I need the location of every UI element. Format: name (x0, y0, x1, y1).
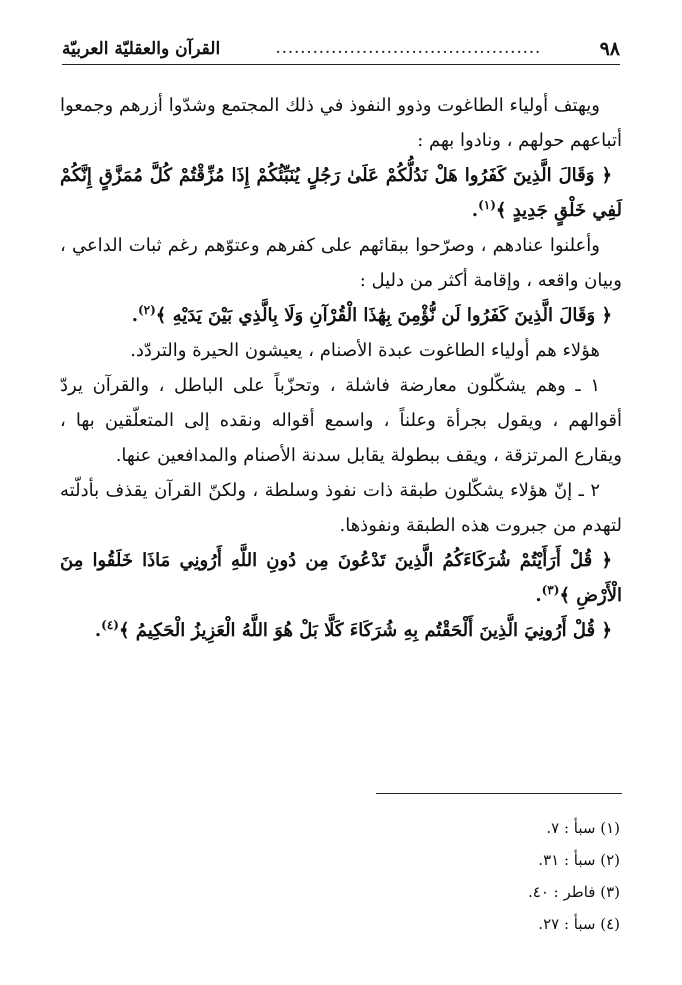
footnote-separator (376, 793, 622, 794)
verse-text: وَقَالَ الَّذِينَ كَفَرُوا لَن نُّؤْمِنَ بِهَٰذَا الْقُرْآنِ وَلَا بِالَّذِي بَيْنَ يَدَيْهِ (172, 305, 596, 326)
footnote-2: (٢) سبأ : ٣١. (538, 851, 620, 869)
verse-text: قُلْ أَرَأَيْتُمْ شُرَكَاءَكُمُ الَّذِينَ تَدْعُونَ مِن دُونِ اللَّهِ أَرُونِي مَاذَا خَلَقُوا مِنَ الْأَرْضِ (60, 550, 622, 606)
footnote-ref-4: (٤) (101, 618, 119, 632)
open-bracket: ﴿ (601, 165, 612, 186)
open-bracket: ﴿ (601, 550, 612, 571)
book-title: القرآن والعقليّة العربيّة (62, 39, 221, 59)
quran-verse-1 (60, 158, 622, 228)
paragraph-2: وأعلنوا عنادهم ، وصرّحوا ببقائهم على كفرهم وعتوّهم رغم ثبات الداعي ، وبيان واقعه ، وإقامة أكثر من دليل : (60, 235, 622, 291)
footnote-ref-3: (٣) (541, 583, 560, 597)
paragraph-5: ٢ ـ إنّ هؤلاء يشكّلون طبقة ذات نفوذ وسلطة ، ولكنّ القرآن يقذف بأدلّته لتهدم من جبروت هذه الطبقة ونفوذها. (60, 480, 622, 536)
close-bracket: ﴾ (495, 200, 507, 221)
period: . (535, 585, 542, 606)
page-number: ٩٨ (599, 38, 620, 60)
paragraph-1: ويهتف أولياء الطاغوت وذوو النفوذ في ذلك المجتمع وشدّوا أزرهم وجمعوا أتباعهم حولهم ، ونادوا بهم : (60, 95, 622, 151)
footnote-1: (١) سبأ : ٧. (546, 819, 620, 837)
period: . (131, 305, 138, 326)
period: . (471, 200, 479, 221)
open-bracket: ﴿ (601, 305, 612, 326)
footnotes (528, 812, 620, 940)
close-bracket: ﴾ (155, 305, 167, 326)
open-bracket: ﴿ (601, 620, 612, 641)
close-bracket: ﴾ (118, 620, 130, 641)
quran-verse-3 (60, 543, 622, 613)
paragraph-3: هؤلاء هم أولياء الطاغوت عبدة الأصنام ، يعيشون الحيرة والتردّد. (130, 340, 600, 361)
period: . (94, 620, 102, 641)
header-dots: ........................................... (276, 42, 542, 56)
footnote-ref-2: (٢) (137, 303, 156, 317)
close-bracket: ﴾ (559, 585, 570, 606)
footnote-4: (٤) سبأ : ٢٧. (538, 915, 620, 933)
quran-verse-4 (60, 613, 622, 648)
page-body (60, 88, 622, 648)
footnote-ref-1: (١) (478, 198, 496, 212)
verse-text: قُلْ أَرُونِيَ الَّذِينَ أَلْحَقْتُم بِهِ شُرَكَاءَ كَلَّا بَلْ هُوَ اللَّهُ الْعَزِيزُ الْحَكِيمُ (135, 620, 596, 641)
running-header (62, 34, 620, 65)
footnote-3: (٣) فاطر : ٤٠. (528, 883, 620, 901)
paragraph-4: ١ ـ وهم يشكّلون معارضة فاشلة ، وتحزّباً على الباطل ، والقرآن يردّ أقوالهم ، ويقول بجرأة وعلناً ، واسمع أقواله ونقده إلى المتعلّقين بها ، ويقارع المرتزقة ، ويقف ببطولة يقابل سدنة الأصنام والمدافعين عنها. (60, 375, 622, 466)
verse-text: وَقَالَ الَّذِينَ كَفَرُوا هَلْ نَدُلُّكُمْ عَلَىٰ رَجُلٍ يُنَبِّئُكُمْ إِذَا مُزِّقْتُمْ كُلَّ مُمَزَّقٍ إِنَّكُمْ لَفِي خَلْقٍ جَدِيدٍ (60, 165, 622, 221)
quran-verse-2 (60, 298, 622, 333)
